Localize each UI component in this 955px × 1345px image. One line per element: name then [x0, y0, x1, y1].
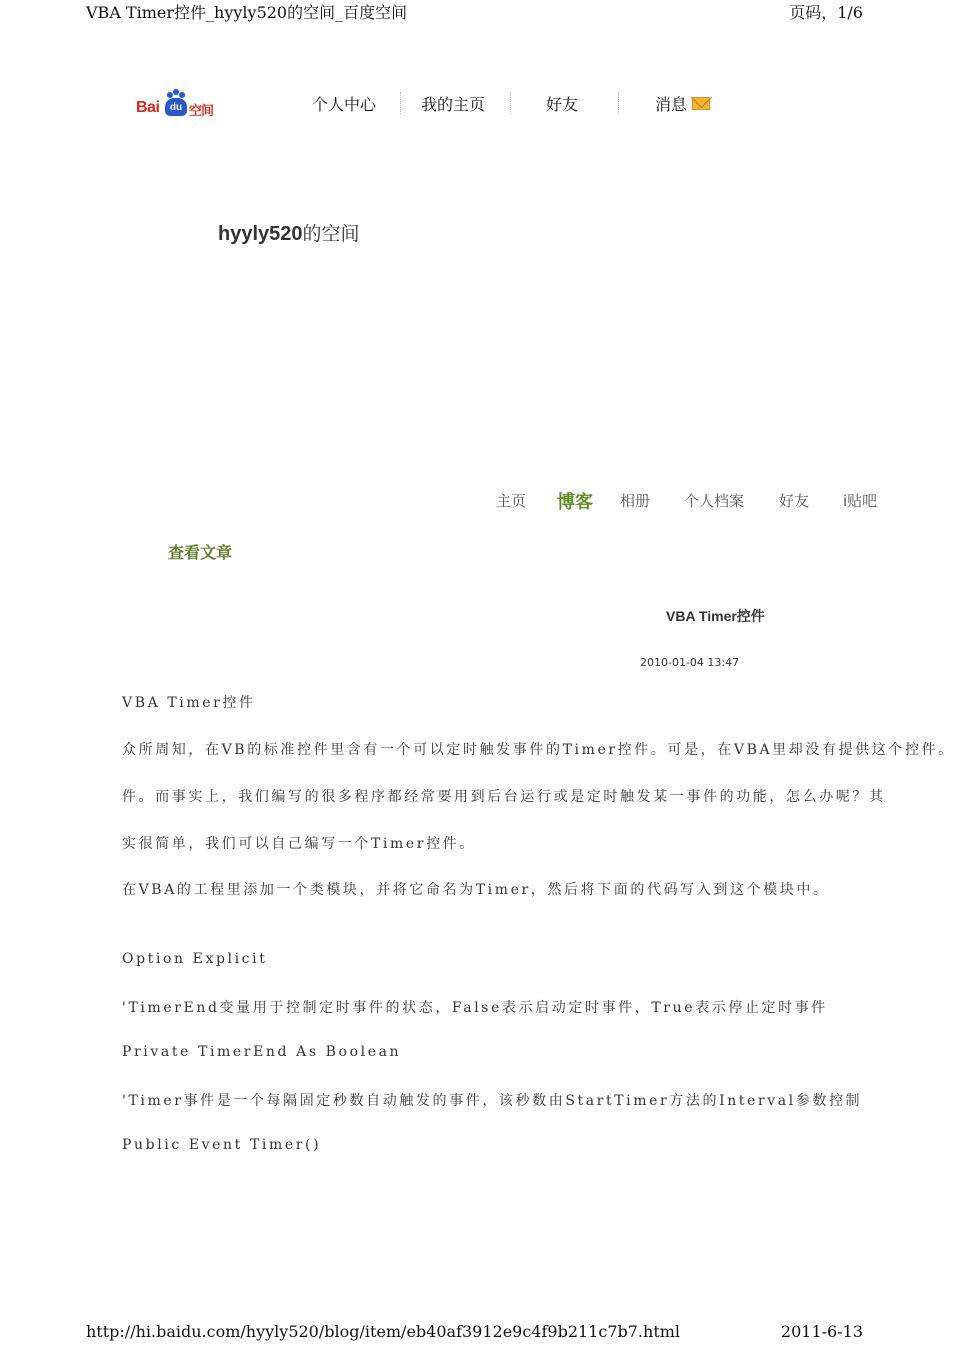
space-title[interactable]: [218, 219, 360, 246]
post-body-line: VBA Timer控件: [122, 695, 256, 711]
nav-personal-center[interactable]: 个人中心: [312, 95, 377, 114]
tab-album[interactable]: 相册: [620, 492, 651, 510]
logo-bai-text: Bai: [136, 99, 160, 116]
blog-nav: [0, 488, 878, 516]
logo-du-paw: du: [165, 98, 187, 116]
logo-kongjian-text: 空间: [189, 104, 214, 119]
space-owner-handle: hyyly520: [218, 223, 303, 245]
code-comment: 'TimerEnd变量用于控制定时事件的状态，False表示启动定时事件，True表示停止定时事件: [122, 1000, 828, 1016]
code-line: Public Event Timer(): [122, 1137, 322, 1153]
print-footer-date: 2011-6-13: [780, 1322, 863, 1341]
paw-toe: [179, 92, 185, 98]
post-date: 2010-01-04 13:47: [640, 656, 740, 669]
nav-friends[interactable]: 好友: [546, 95, 579, 114]
tab-home[interactable]: 主页: [496, 492, 527, 510]
print-header: [86, 0, 863, 22]
post-body-line: 实很简单，我们可以自己编写一个Timer控件。: [122, 836, 476, 852]
baidu-space-logo[interactable]: [136, 89, 220, 121]
nav-divider: [400, 92, 402, 114]
nav-messages[interactable]: 消息: [655, 95, 688, 114]
code-line: Private TimerEnd As Boolean: [122, 1044, 402, 1060]
print-footer-url[interactable]: http://hi.baidu.com/hyyly520/blog/item/eb40af3912e9c4f9b211c7b7.html: [86, 1322, 681, 1341]
tab-tieba[interactable]: i贴吧: [843, 492, 878, 510]
print-header-title: VBA Timer控件_hyyly520的空间_百度空间: [86, 3, 408, 22]
print-footer: [86, 1322, 863, 1344]
nav-divider: [510, 92, 512, 114]
tab-friends[interactable]: 好友: [779, 492, 810, 510]
tab-blog[interactable]: 博客: [557, 492, 593, 513]
section-title: 查看文章: [168, 543, 233, 562]
space-title-suffix: 的空间: [302, 223, 360, 245]
code-line: Option Explicit: [122, 951, 268, 967]
code-comment: 'Timer事件是一个每隔固定秒数自动触发的事件，该秒数由StartTimer方法的Interval参数控制: [122, 1093, 863, 1109]
tab-profile[interactable]: 个人档案: [684, 492, 745, 510]
mail-icon[interactable]: [692, 97, 710, 110]
nav-my-homepage[interactable]: 我的主页: [421, 95, 486, 114]
print-header-page-number: 页码，1/6: [789, 3, 863, 22]
post-body-line: 众所周知，在VB的标准控件里含有一个可以定时触发事件的Timer控件。可是，在VBA里却没有提供这个控件。: [122, 742, 955, 758]
post-body-line: 在VBA的工程里添加一个类模块，并将它命名为Timer，然后将下面的代码写入到这个模块中。: [122, 882, 830, 898]
post-body-line: 件。而事实上，我们编写的很多程序都经常要用到后台运行或是定时触发某一事件的功能，怎么办呢？其: [122, 789, 886, 805]
post-title: VBA Timer控件: [666, 608, 765, 624]
nav-divider: [618, 92, 620, 114]
